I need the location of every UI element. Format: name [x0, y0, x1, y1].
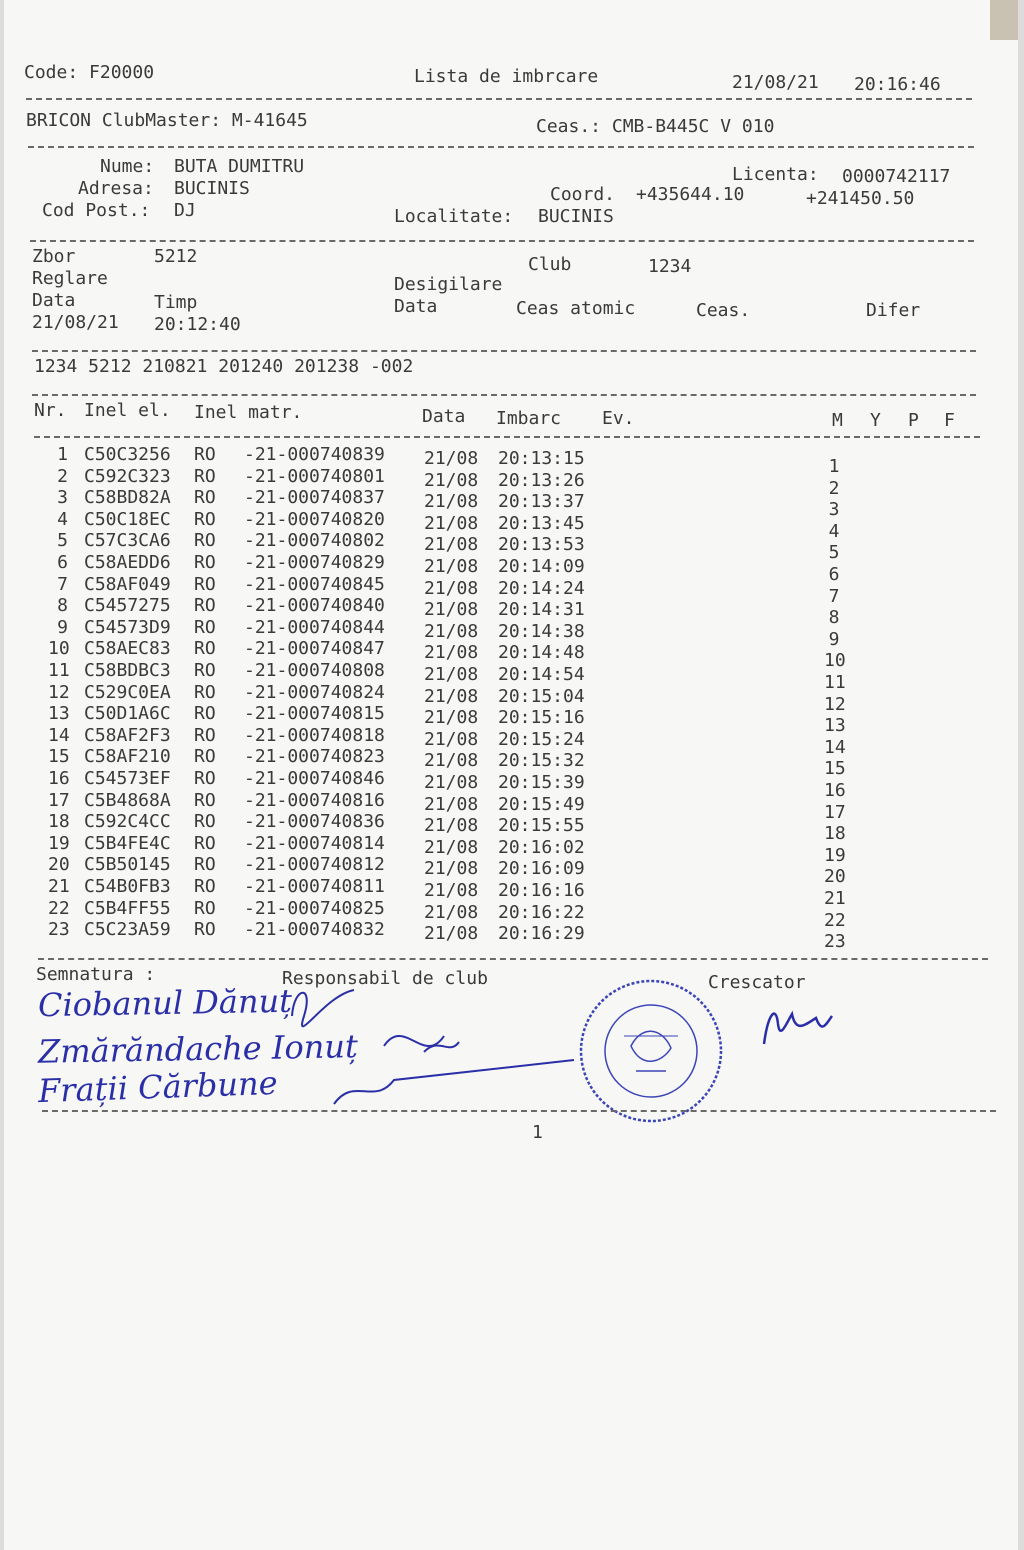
row-ctry: RO	[194, 660, 216, 681]
print-date: 21/08/21	[732, 72, 819, 93]
row-date: 21/08	[424, 836, 479, 858]
row-matr: -21-000740801	[244, 465, 385, 487]
row-nr: 14	[48, 724, 70, 746]
row-date: 21/08	[424, 901, 479, 923]
row-matr: -21-000740814	[244, 832, 385, 854]
license-label: Licenta:	[732, 164, 819, 185]
row-m: 23	[824, 931, 846, 953]
row-ctry: RO	[194, 681, 216, 703]
row-el: C50D1A6C	[84, 703, 171, 725]
col-ev: Ev.	[602, 408, 635, 429]
row-m: 2	[828, 477, 840, 499]
row-matr: -21-000740845	[244, 573, 385, 595]
col-p: P	[908, 410, 919, 431]
row-m: 1	[828, 456, 840, 477]
owner-name: BUTA DUMITRU	[174, 156, 305, 177]
row-date: 21/08	[424, 772, 479, 793]
row-time: 20:14:38	[498, 620, 585, 642]
row-el: C54B0FB3	[84, 876, 171, 897]
row-m: 4	[828, 520, 840, 542]
row-matr: -21-000740812	[244, 854, 385, 876]
atomic-clock-label: Ceas atomic	[516, 298, 636, 319]
coord-lat: +435644.10	[636, 184, 745, 205]
address-label: Adresa:	[78, 178, 154, 199]
print-time: 20:16:46	[854, 74, 941, 95]
row-date: 21/08	[424, 512, 479, 534]
divider	[30, 240, 974, 242]
row-m: 8	[828, 607, 840, 629]
col-f: F	[944, 410, 955, 431]
col-inel-el: Inel el.	[84, 400, 171, 421]
row-ctry: RO	[194, 508, 216, 530]
row-matr: -21-000740832	[244, 919, 385, 941]
zbor-label: Zbor	[32, 246, 76, 267]
row-m: 6	[828, 564, 840, 585]
reg-date: 21/08/21	[32, 312, 119, 333]
row-matr: -21-000740823	[244, 746, 385, 768]
crescator-label: Crescator	[708, 972, 806, 993]
row-nr: 22	[48, 897, 70, 919]
row-time: 20:13:26	[498, 469, 585, 491]
row-matr: -21-000740825	[244, 897, 385, 919]
row-date: 21/08	[424, 620, 479, 642]
club-label: Club	[528, 254, 572, 275]
row-date: 21/08	[424, 923, 479, 945]
row-ctry: RO	[194, 487, 216, 509]
row-m: 10	[824, 650, 846, 672]
reglare-label: Reglare	[32, 268, 108, 289]
row-matr: -21-000740847	[244, 638, 385, 660]
page-number: 1	[532, 1122, 543, 1143]
signature-3: Frații Cărbune	[37, 1063, 279, 1111]
row-date: 21/08	[424, 707, 479, 729]
row-nr: 17	[48, 789, 70, 811]
row-nr: 18	[48, 811, 70, 833]
row-date: 21/08	[424, 534, 479, 556]
desigilare-label: Desigilare	[394, 274, 503, 295]
row-el: C5B4FF55	[84, 897, 171, 919]
row-time: 20:15:49	[498, 793, 585, 815]
row-time: 20:15:32	[498, 750, 585, 772]
code-label: Code: F20000	[24, 62, 155, 83]
row-time: 20:16:02	[498, 836, 585, 858]
row-ctry: RO	[194, 897, 216, 919]
row-m: 9	[828, 628, 840, 650]
owner-locality: BUCINIS	[538, 206, 614, 227]
document-title: Lista de imbrcare	[414, 66, 599, 87]
row-nr: 21	[48, 876, 70, 897]
row-time: 20:15:55	[498, 815, 585, 837]
row-el: C58AF2F3	[84, 724, 171, 746]
coord-label: Coord.	[550, 184, 616, 205]
row-date: 21/08	[424, 793, 479, 815]
row-date: 21/08	[424, 599, 479, 621]
row-ctry: RO	[194, 768, 216, 789]
row-time: 20:16:29	[498, 923, 585, 945]
row-ctry: RO	[194, 573, 216, 595]
row-nr: 10	[48, 638, 70, 660]
col-y: Y	[870, 410, 881, 431]
reg-time: 20:12:40	[154, 314, 241, 335]
signature-1: Ciobanul Dănuț	[37, 981, 293, 1025]
row-el: C58AEDD6	[84, 552, 171, 573]
row-matr: -21-000740815	[244, 703, 385, 725]
row-nr: 13	[48, 703, 70, 725]
row-time: 20:14:48	[498, 642, 585, 664]
row-matr: -21-000740811	[244, 876, 385, 897]
row-ctry: RO	[194, 746, 216, 768]
signature-2: Zmărăndache Ionuț	[37, 1027, 359, 1071]
semnatura-label: Semnatura :	[36, 964, 156, 985]
divider	[32, 394, 976, 396]
row-time: 20:15:04	[498, 685, 585, 707]
row-ctry: RO	[194, 552, 216, 573]
row-ctry: RO	[194, 638, 216, 660]
row-el: C54573EF	[84, 768, 171, 789]
reg-data-label: Data	[32, 290, 76, 311]
row-time: 20:14:09	[498, 556, 585, 577]
row-el: C5457275	[84, 595, 171, 617]
row-el: C5B4FE4C	[84, 832, 171, 854]
row-ctry: RO	[194, 724, 216, 746]
row-time: 20:13:37	[498, 491, 585, 513]
row-date: 21/08	[424, 469, 479, 491]
row-el: C5B4868A	[84, 789, 171, 811]
col-imbarc: Imbarc	[496, 408, 562, 429]
row-nr: 2	[57, 465, 68, 487]
club-stamp	[576, 976, 726, 1126]
row-matr: -21-000740824	[244, 681, 385, 703]
row-matr: -21-000740816	[244, 789, 385, 811]
col-inel-matr: Inel matr.	[194, 402, 303, 423]
col-nr: Nr.	[34, 400, 67, 421]
row-ctry: RO	[194, 530, 216, 552]
row-ctry: RO	[194, 854, 216, 876]
row-m: 22	[824, 909, 846, 931]
divider	[34, 436, 980, 438]
row-time: 20:15:16	[498, 707, 585, 729]
row-nr: 16	[48, 768, 70, 789]
row-date: 21/08	[424, 815, 479, 837]
table-row	[4, 919, 1004, 953]
row-time: 20:16:09	[498, 858, 585, 880]
row-time: 20:15:39	[498, 772, 585, 793]
row-el: C592C4CC	[84, 811, 171, 833]
row-date: 21/08	[424, 728, 479, 750]
row-time: 20:14:54	[498, 664, 585, 685]
row-matr: -21-000740839	[244, 444, 385, 465]
row-m: 7	[828, 585, 840, 607]
row-m: 14	[824, 736, 846, 758]
row-matr: -21-000740837	[244, 487, 385, 509]
row-matr: -21-000740846	[244, 768, 385, 789]
row-date: 21/08	[424, 642, 479, 664]
row-nr: 9	[57, 616, 68, 638]
row-time: 20:16:16	[498, 880, 585, 901]
row-ctry: RO	[194, 595, 216, 617]
row-nr: 20	[48, 854, 70, 876]
row-m: 15	[824, 758, 846, 780]
row-ctry: RO	[194, 832, 216, 854]
row-m: 16	[824, 780, 846, 801]
owner-address: BUCINIS	[174, 178, 250, 199]
postal-label: Cod Post.:	[42, 200, 151, 221]
row-time: 20:15:24	[498, 728, 585, 750]
row-el: C58AEC83	[84, 638, 171, 660]
row-date: 21/08	[424, 664, 479, 685]
row-matr: -21-000740844	[244, 616, 385, 638]
divider	[26, 98, 972, 100]
col-m: M	[832, 410, 843, 431]
row-ctry: RO	[194, 703, 216, 725]
flight-summary: 1234 5212 210821 201240 201238 -002	[34, 356, 414, 377]
row-matr: -21-000740820	[244, 508, 385, 530]
coord-lon: +241450.50	[806, 188, 915, 209]
license-number: 0000742117	[842, 166, 951, 187]
row-m: 13	[824, 715, 846, 737]
row-nr: 5	[57, 530, 68, 552]
row-matr: -21-000740808	[244, 660, 385, 681]
row-el: C58BDBC3	[84, 660, 171, 681]
row-el: C57C3CA6	[84, 530, 171, 552]
row-nr: 23	[48, 919, 70, 941]
row-nr: 19	[48, 832, 70, 854]
row-ctry: RO	[194, 876, 216, 897]
row-ctry: RO	[194, 444, 216, 465]
row-date: 21/08	[424, 577, 479, 599]
row-time: 20:14:24	[498, 577, 585, 599]
owner-postal: DJ	[174, 200, 196, 221]
row-time: 20:13:15	[498, 448, 585, 469]
name-label: Nume:	[100, 156, 155, 177]
des-data-label: Data	[394, 296, 438, 317]
page-corner	[990, 0, 1018, 40]
row-nr: 4	[57, 508, 68, 530]
document-page	[4, 0, 1018, 1550]
row-nr: 1	[57, 444, 68, 465]
row-nr: 3	[57, 487, 68, 509]
row-ctry: RO	[194, 919, 216, 941]
row-date: 21/08	[424, 685, 479, 707]
row-time: 20:13:45	[498, 512, 585, 534]
row-el: C58AF049	[84, 573, 171, 595]
row-el: C58AF210	[84, 746, 171, 768]
row-nr: 8	[57, 595, 68, 617]
row-nr: 12	[48, 681, 70, 703]
row-m: 12	[824, 693, 846, 715]
row-el: C58BD82A	[84, 487, 171, 509]
ceas-label: Ceas.	[696, 300, 751, 321]
divider	[42, 1110, 996, 1112]
row-nr: 11	[48, 660, 70, 681]
row-ctry: RO	[194, 616, 216, 638]
row-matr: -21-000740840	[244, 595, 385, 617]
clock-label: Ceas.: CMB-B445C V 010	[536, 116, 775, 137]
row-time: 20:16:22	[498, 901, 585, 923]
row-date: 21/08	[424, 858, 479, 880]
zbor-value: 5212	[154, 246, 198, 267]
row-m: 18	[824, 823, 846, 845]
row-matr: -21-000740829	[244, 552, 385, 573]
difer-label: Difer	[866, 300, 921, 321]
row-el: C529C0EA	[84, 681, 171, 703]
row-matr: -21-000740818	[244, 724, 385, 746]
system-label: BRICON ClubMaster: M-41645	[26, 110, 308, 131]
row-nr: 7	[57, 573, 68, 595]
row-time: 20:13:53	[498, 534, 585, 556]
row-matr: -21-000740836	[244, 811, 385, 833]
breeder-signature	[756, 994, 836, 1054]
club-value: 1234	[648, 256, 692, 277]
row-el: C50C3256	[84, 444, 171, 465]
row-ctry: RO	[194, 465, 216, 487]
row-date: 21/08	[424, 556, 479, 577]
row-el: C592C323	[84, 465, 171, 487]
row-ctry: RO	[194, 811, 216, 833]
row-m: 11	[824, 672, 846, 693]
row-m: 21	[824, 888, 846, 909]
row-time: 20:14:31	[498, 599, 585, 621]
row-el: C50C18EC	[84, 508, 171, 530]
locality-label: Localitate:	[394, 206, 514, 227]
row-el: C5B50145	[84, 854, 171, 876]
row-m: 5	[828, 542, 840, 564]
row-ctry: RO	[194, 789, 216, 811]
row-el: C54573D9	[84, 616, 171, 638]
row-m: 19	[824, 844, 846, 866]
row-date: 21/08	[424, 448, 479, 469]
divider	[38, 958, 988, 960]
row-el: C5C23A59	[84, 919, 171, 941]
col-data: Data	[422, 406, 466, 427]
divider	[28, 146, 974, 148]
row-m: 20	[824, 866, 846, 888]
row-nr: 6	[57, 552, 68, 573]
row-date: 21/08	[424, 491, 479, 513]
row-date: 21/08	[424, 880, 479, 901]
reg-timp-label: Timp	[154, 292, 198, 313]
row-m: 3	[828, 499, 840, 521]
row-nr: 15	[48, 746, 70, 768]
responsabil-label: Responsabil de club	[282, 968, 488, 989]
row-matr: -21-000740802	[244, 530, 385, 552]
row-m: 17	[824, 801, 846, 823]
divider	[32, 350, 976, 352]
row-date: 21/08	[424, 750, 479, 772]
